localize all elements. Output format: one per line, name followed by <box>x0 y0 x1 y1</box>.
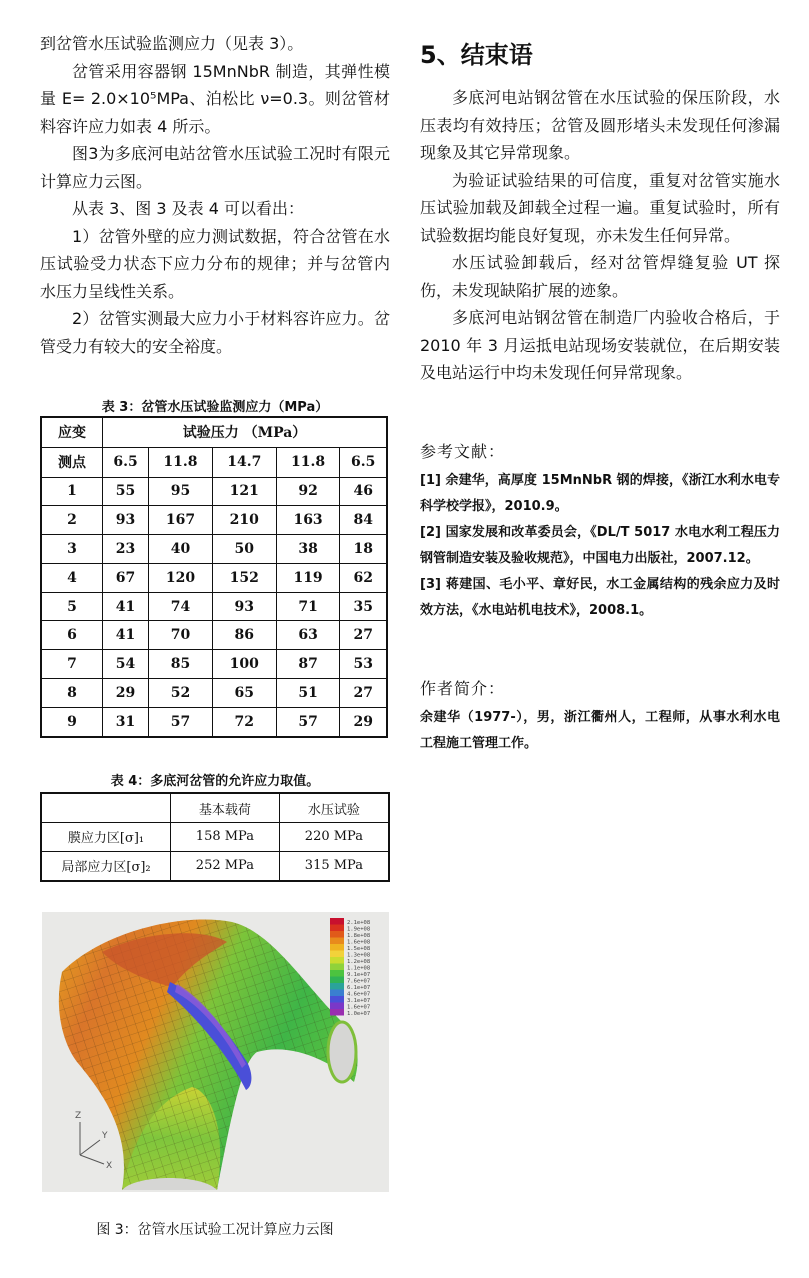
table-cell: 3 <box>41 535 103 564</box>
corner-top: 应变 <box>41 417 103 447</box>
axis-y-label: Y <box>102 1131 108 1141</box>
stress-contour-figure <box>42 912 389 1192</box>
table-cell: 63 <box>276 621 340 650</box>
legend-swatch <box>330 996 344 1003</box>
paragraph: 岔管采用容器钢 15MnNbR 制造，其弹性模量 E= 2.0×10⁵MPa、泊松比 ν=0.3。则岔管材料容许应力如表 4 所示。 <box>40 61 390 136</box>
author-text: 余建华（1977-），男，浙江衢州人，工程师，从事水利水电工程施工管理工作。 <box>420 709 780 751</box>
table-cell: 72 <box>212 707 276 737</box>
legend-label: 1.3e+08 <box>347 952 371 959</box>
legend-swatch <box>330 925 344 932</box>
table-cell: 57 <box>276 707 340 737</box>
figure-caption-wrap <box>40 1217 390 1245</box>
reference-item: [1] 余建华，高厚度 15MnNbR 钢的焊接，《浙江水利水电专科学校学报》，2010.9。 <box>420 472 780 514</box>
table-cell: 40 <box>149 535 213 564</box>
table-cell: 152 <box>212 563 276 592</box>
legend-label: 1.0e+07 <box>347 1011 371 1017</box>
table-cell: 71 <box>276 592 340 621</box>
table-cell: 67 <box>103 563 149 592</box>
table-cell: 局部应力区[σ]₂ <box>41 851 171 881</box>
table-cell: 50 <box>212 535 276 564</box>
paragraph: 到岔管水压试验监测应力（见表 3）。 <box>40 34 304 53</box>
legend-label: 6.1e+07 <box>347 985 371 991</box>
table-cell: 220 MPa <box>279 823 389 852</box>
table-cell: 84 <box>340 506 387 535</box>
legend-swatch <box>330 957 344 964</box>
table-row <box>41 851 389 881</box>
paragraph: 为验证试验结果的可信度，重复对岔管实施水压试验加载及卸载全过程一遍。重复试验时，所有试验数据均能良好复现，亦未发生任何异常。 <box>420 170 780 245</box>
table-cell: 18 <box>340 535 387 564</box>
table-cell: 31 <box>103 707 149 737</box>
paragraph: 2）岔管实测最大应力小于材料容许应力。岔管受力有较大的安全裕度。 <box>40 309 390 356</box>
table-row <box>41 535 387 564</box>
legend-swatch <box>330 951 344 958</box>
pressure-header: 6.5 <box>103 447 149 477</box>
references <box>420 439 780 624</box>
legend-swatch <box>330 1009 344 1016</box>
table-cell: 158 MPa <box>171 823 280 852</box>
axis-x-label: X <box>106 1161 113 1171</box>
table-cell: 6 <box>41 621 103 650</box>
table-cell: 95 <box>149 477 213 506</box>
table-cell: 65 <box>212 678 276 707</box>
legend-swatch <box>330 1003 344 1010</box>
table-cell: 27 <box>340 621 387 650</box>
table-cell: 7 <box>41 650 103 679</box>
pressure-header: 11.8 <box>276 447 340 477</box>
table-row <box>41 563 387 592</box>
left-column <box>40 30 390 360</box>
table-row <box>41 477 387 506</box>
table-cell: 基本载荷 <box>171 793 280 823</box>
paragraph: 从表 3、图 3 及表 4 可以看出： <box>72 199 304 218</box>
legend-swatch <box>330 964 344 971</box>
table-cell: 29 <box>340 707 387 737</box>
table-cell: 4 <box>41 563 103 592</box>
legend-swatch <box>330 931 344 938</box>
table4 <box>40 792 390 882</box>
table-cell: 54 <box>103 650 149 679</box>
pressure-header: 6.5 <box>340 447 387 477</box>
table-cell: 252 MPa <box>171 851 280 881</box>
table-cell: 167 <box>149 506 213 535</box>
table-cell: 38 <box>276 535 340 564</box>
table-cell: 53 <box>340 650 387 679</box>
table-cell: 水压试验 <box>279 793 389 823</box>
legend-swatch <box>330 990 344 997</box>
table3-caption: 表 3：岔管水压试验监测应力（MPa） <box>101 400 329 415</box>
table-cell: 8 <box>41 678 103 707</box>
table3 <box>40 416 388 738</box>
table-cell: 46 <box>340 477 387 506</box>
axis-z-label: Z <box>75 1111 82 1121</box>
table-cell: 121 <box>212 477 276 506</box>
stress-contour-image <box>42 912 389 1192</box>
table-row <box>41 650 387 679</box>
table-cell: 9 <box>41 707 103 737</box>
paragraph: 多底河电站钢岔管在制造厂内验收合格后，于 2010 年 3 月运抵电站现场安装就位，在后期安装及电站运行中均未发现任何异常现象。 <box>420 308 780 382</box>
stress-legend <box>330 918 370 1017</box>
table-cell: 120 <box>149 563 213 592</box>
table-cell: 57 <box>149 707 213 737</box>
table4-caption: 表 4：多底河岔管的允许应力取值。 <box>110 774 320 789</box>
group-header: 试验压力 （MPa） <box>103 417 388 447</box>
table-cell: 41 <box>103 592 149 621</box>
table-cell: 93 <box>212 592 276 621</box>
table-row <box>41 823 389 852</box>
legend-label: 1.6e+08 <box>347 939 371 946</box>
legend-swatch <box>330 918 344 925</box>
table-row <box>41 707 387 737</box>
legend-label: 1.8e+08 <box>347 933 371 939</box>
axis-triad-icon <box>80 1122 104 1164</box>
legend-swatch <box>330 977 344 984</box>
legend-swatch <box>330 970 344 977</box>
paragraph: 多底河电站钢岔管在水压试验的保压阶段，水压表均有效持压；岔管及圆形堵头未发现任何渗漏现象及其它异常现象。 <box>420 88 780 162</box>
table-cell: 41 <box>103 621 149 650</box>
table-cell: 70 <box>149 621 213 650</box>
pressure-header: 11.8 <box>149 447 213 477</box>
legend-label: 1.6e+07 <box>347 1004 371 1011</box>
right-column <box>420 38 780 757</box>
legend-label: 1.5e+08 <box>347 946 371 952</box>
legend-label: 3.1e+07 <box>347 998 371 1004</box>
reference-item: [3] 蒋建国、毛小平、章好民，水工金属结构的残余应力及时效方法，《水电站机电技术》，2008.1。 <box>420 576 780 618</box>
table-cell: 2 <box>41 506 103 535</box>
table-row <box>41 621 387 650</box>
legend-label: 1.9e+08 <box>347 926 371 933</box>
paragraph: 1）岔管外壁的应力测试数据，符合岔管在水压试验受力状态下应力分布的规律；并与岔管内水压力呈线性关系。 <box>40 226 390 301</box>
legend-label: 1.1e+08 <box>347 965 371 972</box>
table-cell: 35 <box>340 592 387 621</box>
table-cell: 74 <box>149 592 213 621</box>
table-cell: 23 <box>103 535 149 564</box>
table-cell: 55 <box>103 477 149 506</box>
table-cell: 119 <box>276 563 340 592</box>
section-title: 5、结束语 <box>420 41 533 69</box>
table-cell: 93 <box>103 506 149 535</box>
table-cell: 85 <box>149 650 213 679</box>
reference-item: [2] 国家发展和改革委员会，《DL/T 5017 水电水利工程压力钢管制造安装及验收规范》，中国电力出版社，2007.12。 <box>420 524 780 566</box>
table-row <box>41 592 387 621</box>
author-bio <box>420 676 780 757</box>
table-cell: 100 <box>212 650 276 679</box>
table-cell: 5 <box>41 592 103 621</box>
author-title: 作者简介： <box>420 678 506 698</box>
table-cell: 膜应力区[σ]₁ <box>41 823 171 852</box>
table-row <box>41 506 387 535</box>
legend-label: 7.6e+07 <box>347 978 371 985</box>
table-cell: 1 <box>41 477 103 506</box>
table-cell: 87 <box>276 650 340 679</box>
pressure-header: 14.7 <box>212 447 276 477</box>
table-cell: 52 <box>149 678 213 707</box>
table-cell: 27 <box>340 678 387 707</box>
legend-label: 2.1e+08 <box>347 920 371 926</box>
table-cell: 29 <box>103 678 149 707</box>
paragraph: 水压试验卸载后，经对岔管焊缝复验 UT 探伤，未发现缺陷扩展的迹象。 <box>420 253 780 300</box>
legend-swatch <box>330 944 344 951</box>
legend-swatch <box>330 983 344 990</box>
figure-caption: 图 3：岔管水压试验工况计算应力云图 <box>96 1222 334 1238</box>
legend-swatch <box>330 938 344 945</box>
table-cell: 315 MPa <box>279 851 389 881</box>
table-cell: 86 <box>212 621 276 650</box>
references-title: 参考文献： <box>420 441 506 461</box>
table-cell: 62 <box>340 563 387 592</box>
corner-bottom: 测点 <box>41 447 103 477</box>
table-cell: 92 <box>276 477 340 506</box>
legend-label: 9.1e+07 <box>347 972 371 978</box>
table-cell: 51 <box>276 678 340 707</box>
legend-label: 1.2e+08 <box>347 959 371 965</box>
table-cell: 210 <box>212 506 276 535</box>
table-row <box>41 678 387 707</box>
table-cell <box>41 793 171 823</box>
legend-label: 4.6e+07 <box>347 991 371 998</box>
paragraph: 图3为多底河电站岔管水压试验工况时有限元计算应力云图。 <box>40 144 390 191</box>
table-cell: 163 <box>276 506 340 535</box>
